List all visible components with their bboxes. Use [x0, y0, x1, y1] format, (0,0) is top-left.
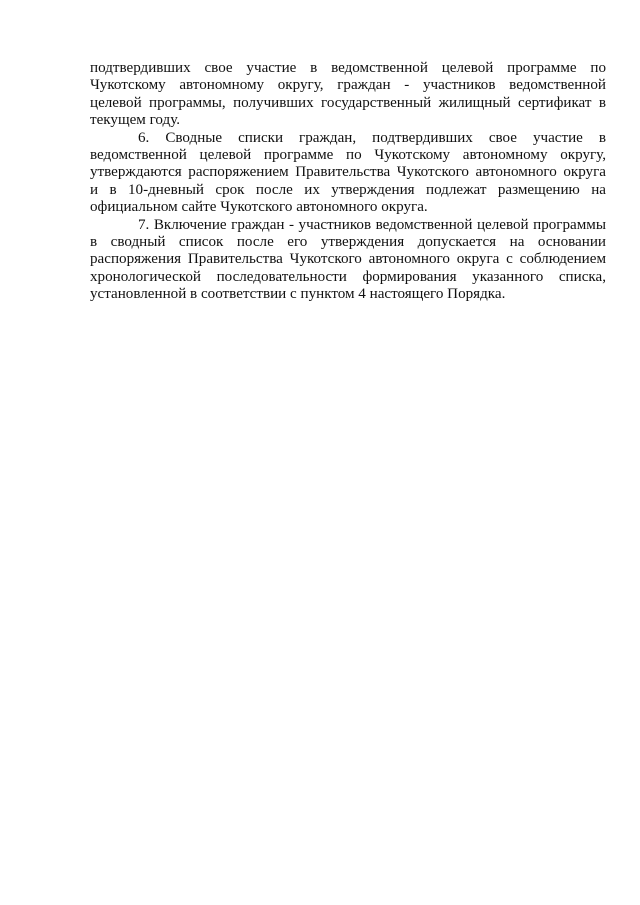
text-line: подтвердивших свое участие в ведомственной целевой программе по: [90, 60, 606, 76]
text-line: ведомственной целевой программе по Чукотскому автономному округу,: [90, 147, 606, 164]
text-line: Чукотскому автономному округу, граждан - участников ведомственной: [90, 77, 606, 94]
text-line: официальном сайте Чукотского автономного округа.: [90, 199, 428, 216]
paragraph-6-first-line: 6. Сводные списки граждан, подтвердивших свое участие в: [138, 129, 606, 146]
text-line: утверждаются распоряжением Правительства Чукотского автономного округа: [90, 164, 606, 181]
text-line: хронологической последовательности формирования указанного списка,: [90, 268, 606, 285]
text-line: текущем году.: [90, 112, 181, 129]
text-line: установленной в соответствии с пунктом 4 настоящего Порядка.: [90, 286, 506, 303]
text-line: целевой программы, получивших государственный жилищный сертификат в: [90, 94, 606, 111]
paragraph-7-first-line: 7. Включение граждан - участников ведомственной целевой программы: [138, 216, 606, 233]
text-line: распоряжения Правительства Чукотского автономного округа с соблюдением: [90, 251, 606, 268]
text-line: в сводный список после его утверждения допускается на основании: [90, 234, 606, 251]
document-body-text: [90, 60, 606, 304]
text-line: и в 10-дневный срок после их утверждения подлежат размещению на: [90, 181, 606, 198]
